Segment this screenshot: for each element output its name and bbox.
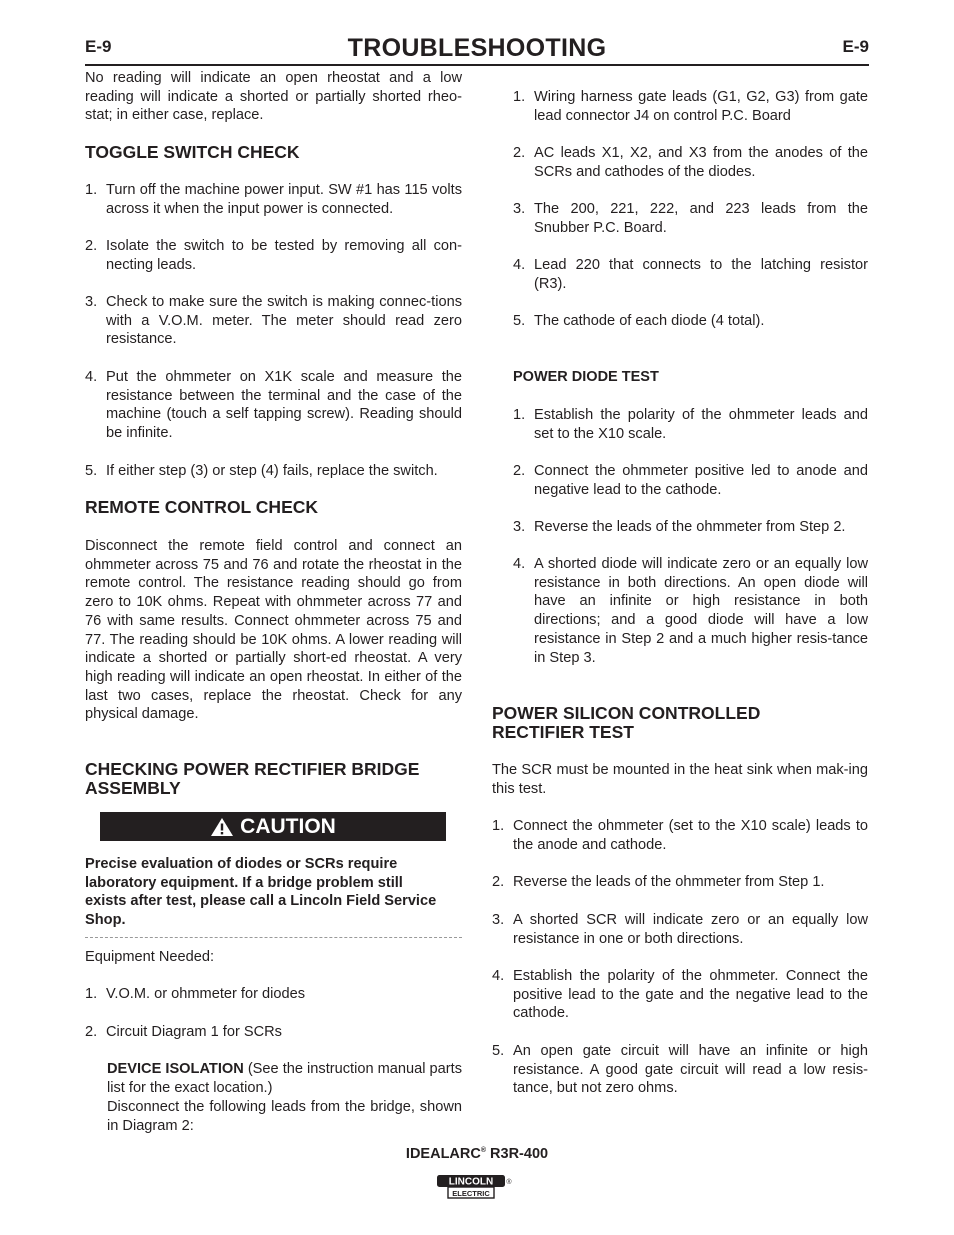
- device-isolation-paragraph: DEVICE ISOLATION (See the instruction manual parts list for the exact location.): [107, 1061, 462, 1096]
- caution-label: CAUTION: [240, 814, 336, 838]
- svg-text:LINCOLN: LINCOLN: [448, 1176, 494, 1188]
- list-item: 1. Establish the polarity of the ohmmeter leads and set to the X10 scale.: [513, 407, 868, 442]
- list-item: 2. AC leads X1, X2, and X3 from the anodes of the SCRs and cathodes of the diodes.: [513, 145, 868, 180]
- list-item: 1. Wiring harness gate leads (G1, G2, G3) from gate lead connector J4 on control P.C. Board: [513, 89, 868, 124]
- equipment-label: Equipment Needed:: [85, 949, 214, 965]
- scr-heading: POWER SILICON CONTROLLED RECTIFIER TEST: [492, 703, 761, 742]
- page-number-left: E-9: [85, 37, 112, 56]
- device-isolation-label: DEVICE ISOLATION: [107, 1061, 244, 1077]
- list-item: 4. A shorted diode will indicate zero or an equally low resistance in both directions. An open diode will have an infinite or high resistance in both directions; and a good diode will have a low resistance in Step 2 and a much higher resis-tance in Step 3.: [513, 556, 868, 666]
- list-item: 5. The cathode of each diode (4 total).: [513, 313, 765, 329]
- list-item: 2. Isolate the switch to be tested by removing all con-necting leads.: [85, 238, 462, 273]
- page-title: TROUBLESHOOTING: [347, 34, 607, 62]
- list-item: 4. Put the ohmmeter on X1K scale and measure the resistance between the terminal and the case of the machine (touch a self tapping screw). Reading should be infinite.: [85, 369, 462, 442]
- list-item: 3. Reverse the leads of the ohmmeter from Step 2.: [513, 519, 846, 535]
- page-number-right: E-9: [842, 37, 869, 56]
- bridge-heading: CHECKING POWER RECTIFIER BRIDGE ASSEMBLY: [85, 759, 420, 798]
- remote-control-paragraph: Disconnect the remote field control and connect an ohmmeter across 75 and 76 and rotate the rheostat in the remote control. The resistance reading should go from zero to 10K ohms. Repeat with ohmmeter across 77 and 76 with same results. Connect ohmmeter across 75 and 77. The reading should be 10K ohms. A lower reading will indicate a shorted or partially short-ed rheostat. A very high reading will indicate an open rheostat. In either of the last two cases, replace the rheostat. Check for any physical damage.: [85, 538, 462, 723]
- list-item: 3. The 200, 221, 222, and 223 leads from the Snubber P.C. Board.: [513, 201, 868, 236]
- disconnect-paragraph: Disconnect the following leads from the bridge, shown in Diagram 2:: [107, 1099, 462, 1134]
- list-item: 3. A shorted SCR will indicate zero or an equally low resistance in one or both directions.: [492, 912, 868, 947]
- svg-text:®: ®: [506, 1179, 512, 1186]
- svg-text:ELECTRIC: ELECTRIC: [452, 1188, 490, 1198]
- list-item: 3. Check to make sure the switch is making connec-tions with a V.O.M. meter. The meter should read zero resistance.: [85, 294, 462, 348]
- list-item: 2. Reverse the leads of the ohmmeter from Step 1.: [492, 874, 825, 890]
- toggle-switch-heading: TOGGLE SWITCH CHECK: [85, 142, 300, 162]
- remote-control-heading: REMOTE CONTROL CHECK: [85, 497, 319, 517]
- list-item: 4. Establish the polarity of the ohmmeter. Connect the positive lead to the gate and the negative lead to the cathode.: [492, 968, 868, 1022]
- list-item: 2. Circuit Diagram 1 for SCRs: [85, 1024, 282, 1040]
- list-item: 1. Turn off the machine power input. SW #1 has 115 volts across it when the input power is connected.: [85, 182, 462, 217]
- list-item: 2. Connect the ohmmeter positive led to anode and negative lead to the cathode.: [513, 463, 868, 498]
- caution-banner: [100, 812, 446, 841]
- divider: [85, 937, 462, 938]
- list-item: 1. V.O.M. or ohmmeter for diodes: [85, 986, 305, 1002]
- list-item: 1. Connect the ohmmeter (set to the X10 scale) leads to the anode and cathode.: [492, 818, 868, 853]
- model-name: IDEALARC® R3R-400: [405, 1146, 549, 1162]
- caution-text: Precise evaluation of diodes or SCRs require laboratory equipment. If a bridge problem still exists after test, please call a Lincoln Field Service Shop.: [85, 856, 437, 929]
- list-item: 5. An open gate circuit will have an infinite or high resistance. A good gate circuit will read a low resis-tance, but not zero ohms.: [492, 1043, 868, 1097]
- header-rule: [85, 64, 869, 66]
- intro-paragraph: No reading will indicate an open rheostat and a low reading will indicate a shorted or partially shorted rheo-stat; in either case, replace.: [85, 70, 462, 124]
- warning-icon: [210, 817, 234, 837]
- list-item: 4. Lead 220 that connects to the latching resistor (R3).: [513, 257, 868, 292]
- lincoln-electric-logo: [436, 1174, 516, 1200]
- scr-intro: The SCR must be mounted in the heat sink when mak-ing this test.: [492, 762, 868, 797]
- list-item: 5. If either step (3) or step (4) fails, replace the switch.: [85, 463, 438, 479]
- power-diode-heading: POWER DIODE TEST: [513, 369, 659, 385]
